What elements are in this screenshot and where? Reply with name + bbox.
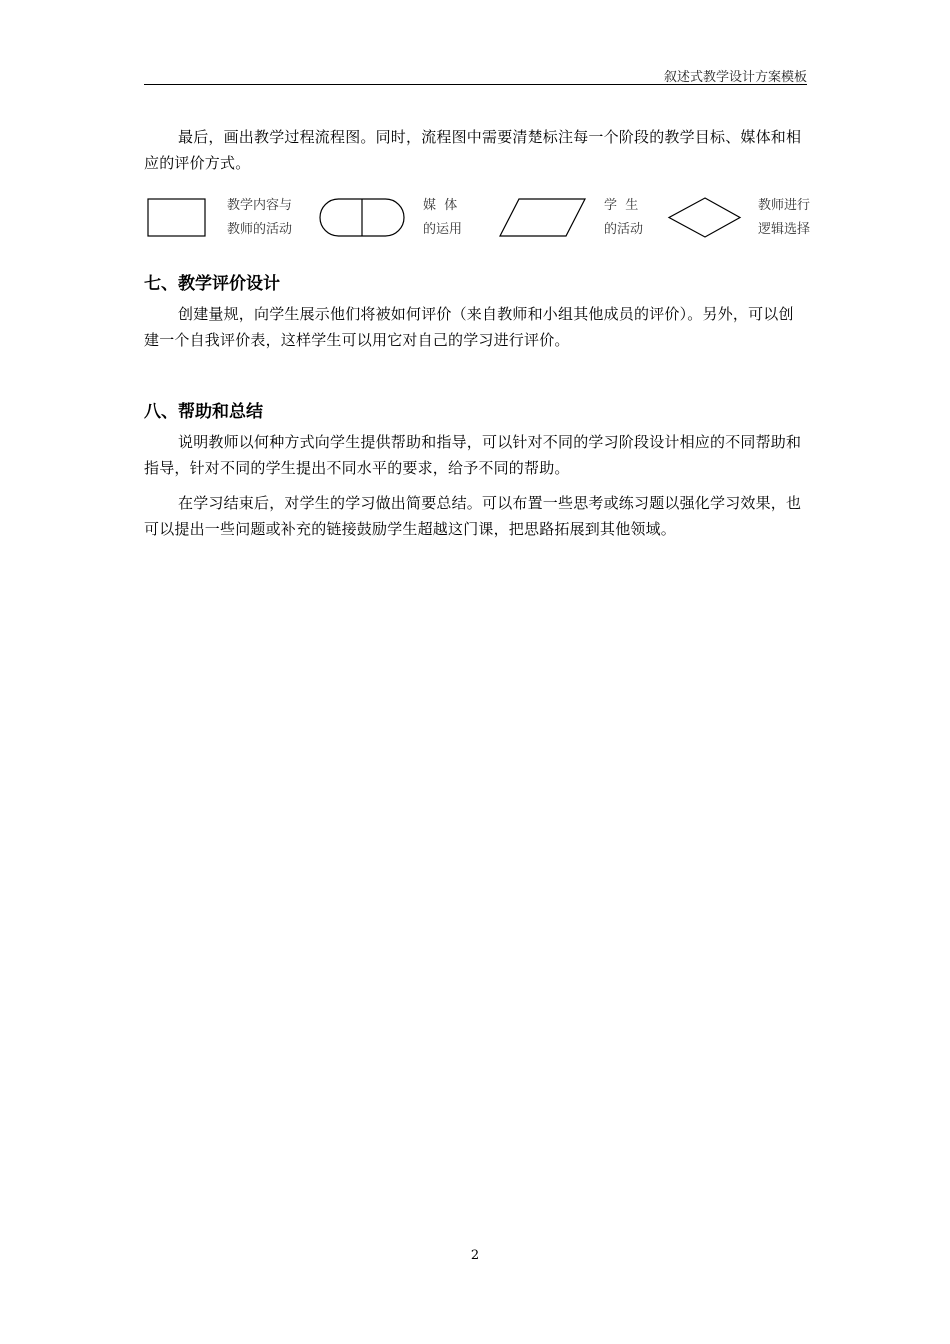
legend-label-media: 媒 体 的运用 — [423, 198, 463, 237]
section-8-heading: 八、帮助和总结 — [144, 402, 263, 422]
document-title: 叙述式教学设计方案模板 — [663, 70, 807, 85]
media-icon — [319, 198, 407, 238]
section-8-paragraph-2: 在学习结束后，对学生的学习做出简要总结。可以布置一些思考或练习题以强化学习效果，也可以提出一些问题或补充的链接鼓励学生超越这门课，把思路拓展到其他领域。 — [144, 494, 802, 538]
section-7-paragraph: 创建量规，向学生展示他们将被如何评价（来自教师和小组其他成员的评价）。另外，可以创建一个自我评价表，这样学生可以用它对自己的学习进行评价。 — [144, 305, 794, 349]
legend-label-content: 教学内容与 教师的活动 — [227, 198, 293, 237]
rectangle-icon — [147, 198, 207, 238]
page-number: 2 — [470, 1248, 480, 1263]
legend-label-student: 学 生 的活动 — [604, 198, 644, 237]
intro-paragraph: 最后，画出教学过程流程图。同时，流程图中需要清楚标注每一个阶段的教学目标、媒体和相应的评价方式。 — [144, 128, 802, 172]
flowchart-legend — [144, 192, 824, 242]
diamond-icon — [668, 197, 742, 239]
parallelogram-icon — [499, 198, 589, 238]
section-8-paragraph-1: 说明教师以何种方式向学生提供帮助和指导，可以针对不同的学习阶段设计相应的不同帮助和指导，针对不同的学生提出不同水平的要求，给予不同的帮助。 — [144, 433, 802, 477]
legend-label-decision: 教师进行 逻辑选择 — [758, 198, 811, 237]
section-7-heading: 七、教学评价设计 — [144, 274, 280, 294]
page-header — [144, 64, 807, 85]
